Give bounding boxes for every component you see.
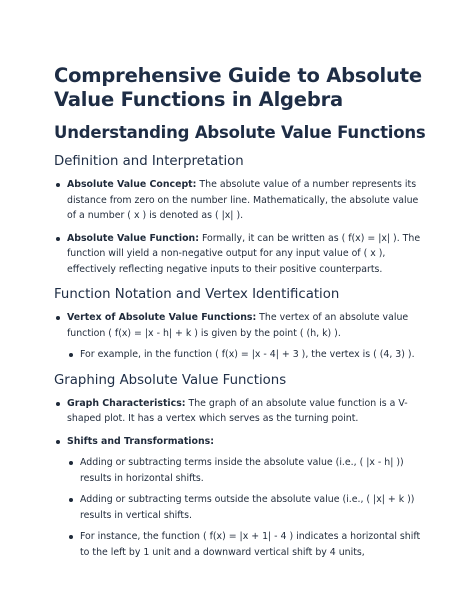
sub-list-item: Adding or subtracting terms outside the absolute value (i.e., ( |x| + k )) results in vertical shifts.: [67, 492, 426, 523]
item-term: Vertex of Absolute Value Functions:: [67, 312, 257, 323]
item-term: Absolute Value Concept:: [67, 179, 197, 190]
list-item: [54, 177, 426, 224]
list-item: [54, 310, 426, 363]
item-text: The graph of an absolute value function is a V-shaped plot. It has a vertex which serves as the turning point.: [67, 397, 408, 424]
item-term: Shifts and Transformations:: [67, 435, 214, 447]
subsection-heading-graphing: Graphing Absolute Value Functions: [54, 372, 287, 388]
section-heading: Understanding Absolute Value Functions: [54, 123, 426, 142]
item-text: The vertex of an absolute value function ( f(x) = |x - h| + k ) is given by the point ( (h, k) ).: [67, 312, 409, 339]
sub-list: [67, 455, 426, 560]
definition-list: [54, 177, 426, 277]
list-item: [54, 231, 426, 278]
list-item: [54, 396, 426, 427]
subsection-heading-vertex: Function Notation and Vertex Identification: [54, 287, 340, 302]
document-title: Comprehensive Guide to Absolute Value Functions in Algebra: [54, 64, 422, 111]
item-text: Formally, it can be written as ( f(x) = |x| ). The function will yield a non-negative output for any input value of ( x ), effectively reflecting negative inputs to their positive counterparts.: [67, 232, 421, 275]
sub-list-item: Adding or subtracting terms inside the absolute value (i.e., ( |x - h| )) results in horizontal shifts.: [67, 455, 426, 486]
sub-list: [67, 347, 426, 363]
sub-list-item: For example, in the function ( f(x) = |x - 4| + 3 ), the vertex is ( (4, 3) ).: [67, 347, 426, 363]
subsection-heading-definition: Definition and Interpretation: [54, 154, 244, 169]
item-term: Graph Characteristics:: [67, 397, 186, 409]
graphing-list: [54, 396, 426, 561]
vertex-list: [54, 310, 426, 363]
document-page: [54, 64, 426, 567]
item-term: Absolute Value Function:: [67, 232, 199, 244]
list-item: [54, 434, 426, 561]
sub-list-item: For instance, the function ( f(x) = |x + 1| - 4 ) indicates a horizontal shift to the left by 1 unit and a downward vertical shift by 4 units,: [67, 529, 426, 560]
item-text: The absolute value of a number represents its distance from zero on the number line. Mathematically, the absolute value of a number ( x ) is denoted as ( |x| ).: [67, 179, 419, 221]
